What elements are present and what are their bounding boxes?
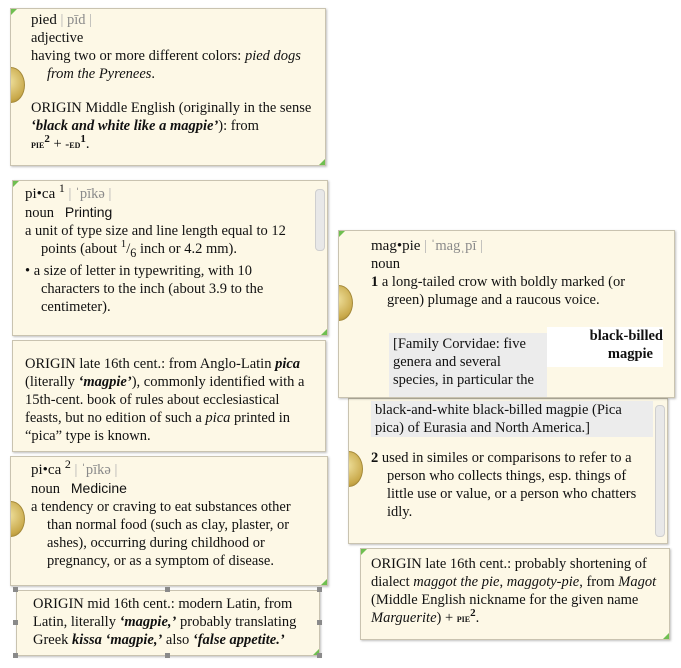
entry-card-magpie-cont[interactable] <box>348 398 668 544</box>
origin-term: pica <box>205 410 231 426</box>
separator: | <box>480 238 483 254</box>
definition-text: used in similes or comparisons to refer to a person who collects things, esp. things of little use or value, or a person who chatters idly. <box>381 450 637 520</box>
pos-line <box>31 479 319 498</box>
origin-term: pica <box>275 356 301 372</box>
origin-term: maggot the pie <box>413 574 500 590</box>
definition <box>371 273 660 309</box>
origin-term: Magot <box>618 574 657 590</box>
punct: . <box>85 136 90 152</box>
example-text: pied dogs from the Pyrenees <box>47 48 301 82</box>
fraction-denominator: 6 <box>130 245 137 260</box>
resize-grip-icon[interactable] <box>321 329 327 335</box>
definition: a unit of type size and line length equal to 12 points (about $^1/_6$ inch or 4.2 mm). <box>25 223 286 260</box>
definition <box>371 449 653 521</box>
entry-card-pied[interactable] <box>10 8 326 166</box>
part-of-speech: adjective <box>31 30 84 46</box>
selection-handle[interactable] <box>317 653 322 658</box>
headword: pi•ca <box>25 186 56 202</box>
pos-line <box>25 203 313 222</box>
resize-grip-icon[interactable] <box>663 633 669 639</box>
headword: pi•ca <box>31 462 62 478</box>
resize-grip-icon[interactable] <box>319 159 325 165</box>
homograph-number: 1 <box>58 181 65 196</box>
entry-card-magpie[interactable] <box>338 230 675 398</box>
origin <box>371 555 659 627</box>
plus-sign: + <box>49 136 66 152</box>
homograph-number: 2 <box>44 133 50 146</box>
homograph-number: 1 <box>80 133 86 146</box>
corner-marker-icon <box>13 181 19 187</box>
origin <box>33 595 313 649</box>
definition-text: having two or more different colors: <box>31 48 245 64</box>
origin-text: ORIGIN Middle English (originally in the sense <box>31 100 312 116</box>
pronunciation: ˈpīkə <box>81 462 111 478</box>
part-of-speech: noun <box>371 256 400 272</box>
origin-text: ORIGIN mid 16th cent.: modern Latin, from Latin, literally <box>33 596 293 630</box>
selection-handle[interactable] <box>13 587 18 592</box>
pronunciation: ˈpīkə <box>75 186 105 202</box>
sense-number: 2 <box>371 450 379 466</box>
selection-handle[interactable] <box>13 653 18 658</box>
origin-text: ORIGIN late 16th cent.: probably shortening of dialect <box>371 556 647 590</box>
origin-text: also <box>162 632 193 648</box>
corner-marker-icon <box>361 549 367 555</box>
headword-line <box>31 11 319 29</box>
entry-card-pica-2[interactable] <box>10 456 328 586</box>
pronunciation: pīd <box>66 12 86 28</box>
definition-text: a long-tailed crow with boldly marked (or green) plumage and a raucous voice. <box>381 274 626 308</box>
selection-handle[interactable] <box>165 653 170 658</box>
punct: . <box>475 610 480 626</box>
origin-text: printed in “pica” type is known. <box>25 410 290 444</box>
medallion-icon <box>10 501 25 537</box>
selection-handle[interactable] <box>13 620 18 625</box>
definition <box>25 262 313 316</box>
origin-text: ) + <box>436 610 457 626</box>
part-of-speech: noun <box>25 205 54 221</box>
cross-reference-link[interactable]: pie <box>31 137 45 151</box>
origin-text: ORIGIN late 16th cent.: from Anglo-Latin <box>25 356 276 372</box>
corner-marker-icon <box>11 9 17 15</box>
medallion-icon <box>348 451 363 487</box>
origin <box>25 355 317 445</box>
selection-handle[interactable] <box>165 587 170 592</box>
origin-text: , <box>499 574 507 590</box>
definition-text: inch or 4.2 mm). <box>136 241 238 257</box>
headword-line <box>371 237 660 255</box>
selection-handle[interactable] <box>317 587 322 592</box>
headword: mag•pie <box>371 238 421 254</box>
taxonomy-note: [Family Corvidae: five genera and several species, in particular the <box>389 333 547 398</box>
caption-line: magpie <box>607 346 653 362</box>
headword: pied <box>31 12 57 28</box>
separator: | <box>74 462 78 478</box>
entry-card-pica-1[interactable] <box>12 180 328 336</box>
origin-text: , from <box>579 574 619 590</box>
entry-card-magpie-origin[interactable] <box>360 548 670 640</box>
origin-gloss: ‘magpie’ <box>78 374 132 390</box>
punct: . <box>151 66 156 82</box>
part-of-speech: noun <box>31 481 60 497</box>
origin-text: (literally <box>25 374 79 390</box>
origin-gloss: ‘magpie,’ <box>105 632 163 648</box>
image-caption <box>547 327 663 367</box>
definition-text: a unit of type size and line length equal to 12 points (about <box>25 223 286 257</box>
origin-text: ): from <box>218 118 259 134</box>
origin-gloss: ‘black and white like a magpie’ <box>31 118 219 134</box>
medallion-icon <box>338 285 353 321</box>
origin-term: Marguerite <box>371 610 437 626</box>
corner-marker-icon <box>339 231 345 237</box>
origin <box>31 99 319 153</box>
fraction-numerator: 1 <box>120 238 127 251</box>
subject-field: Medicine <box>70 480 127 496</box>
origin-text: (Middle English nickname for the given name <box>371 592 639 608</box>
headword-line <box>25 181 313 203</box>
separator: | <box>114 462 118 478</box>
separator: | <box>424 238 427 254</box>
homograph-number: 2 <box>64 457 71 472</box>
subject-field: Printing <box>64 204 113 220</box>
entry-card-pica-origin[interactable] <box>12 340 326 452</box>
definition-text: a size of letter in typewriting, with 10 characters to the inch (about 3.9 to the centimeter). <box>33 262 264 315</box>
taxonomy-note: black-and-white black-billed magpie (Pica pica) of Eurasia and North America.] <box>371 401 653 437</box>
cross-reference-link[interactable]: pie <box>456 611 471 625</box>
separator: | <box>68 186 72 202</box>
origin-term: kissa <box>72 632 102 648</box>
medallion-icon <box>10 67 25 103</box>
definition: a tendency or craving to eat substances other than normal food (such as clay, plaster, or ashes), occurring during childhood or pregnancy, or as a symptom of disease. <box>31 499 291 569</box>
homograph-number: 2 <box>470 607 476 620</box>
separator: | <box>89 12 93 28</box>
origin-text: ), commonly identified with a 15th-cent. book of rules about ecclesiastical feasts, but no edition of such a <box>25 374 305 426</box>
scrollbar[interactable] <box>655 405 665 537</box>
caption-line: black-billed <box>589 328 663 344</box>
definition <box>31 47 319 83</box>
origin-gloss: ‘magpie,’ <box>119 614 177 630</box>
selection-handle[interactable] <box>317 620 322 625</box>
origin-term: maggoty-pie <box>506 574 580 590</box>
resize-grip-icon[interactable] <box>321 579 327 585</box>
separator: | <box>60 12 64 28</box>
origin-gloss: ‘false appetite.’ <box>192 632 285 648</box>
cross-reference-link[interactable]: -ed <box>65 137 81 151</box>
pronunciation: ˈmagˌpī <box>430 238 477 254</box>
entry-card-pica-2-origin[interactable] <box>16 590 320 656</box>
scrollbar[interactable] <box>315 189 325 251</box>
bullet-icon: • <box>25 262 31 279</box>
separator: | <box>108 186 112 202</box>
origin-text: probably translating Greek <box>33 614 297 648</box>
sense-number: 1 <box>371 274 379 290</box>
headword-line <box>31 457 319 479</box>
